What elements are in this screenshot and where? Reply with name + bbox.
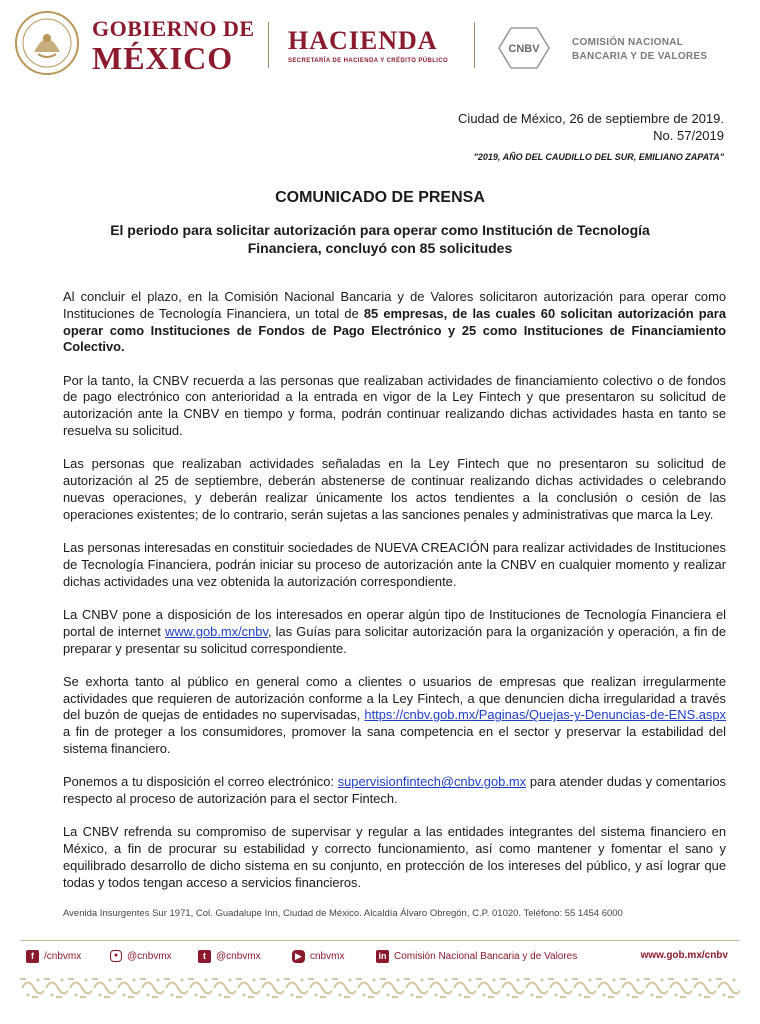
cnbv-website-link[interactable]: www.gob.mx/cnbv	[165, 623, 268, 639]
cnbv-logo-text: CNBV	[508, 43, 540, 55]
social-twitter[interactable]	[198, 950, 261, 963]
decorative-pattern	[20, 975, 740, 1001]
paragraph-5-text-end: , las Guías para solicitar autorización para la organización y operación, a fin de preparar y presentar su solicitud correspondiente.	[63, 623, 726, 656]
facebook-icon: f	[26, 950, 39, 963]
email-link[interactable]: supervisionfintech@cnbv.gob.mx	[337, 774, 527, 790]
paragraph-6-text-end: a fin de proteger a los consumidores, promover la sana competencia en el sector y preservar la estabilidad del sistema financiero.	[63, 724, 726, 757]
footer-website-link[interactable]: www.gob.mx/cnbv	[640, 950, 728, 961]
paragraph-1-bold: 85 empresas, de las cuales 60 solicitan autorización para operar como Instituciones de Fondos de Pago Electrónico y 25 como Instituciones de Financiamiento Colectivo.	[63, 305, 726, 355]
complaints-link[interactable]: https://cnbv.gob.mx/Paginas/Quejas-y-Denuncias-de-ENS.aspx	[364, 707, 726, 723]
cnbv-logo-icon	[498, 26, 550, 70]
footer-divider	[20, 940, 740, 941]
hacienda-title: HACIENDA	[288, 26, 438, 55]
paragraph-6	[63, 674, 726, 758]
gob-line1: GOBIERNO DE	[92, 16, 255, 41]
instagram-icon: ●	[110, 950, 122, 962]
gob-line2: MÉXICO	[92, 40, 234, 76]
social-linkedin[interactable]	[376, 950, 577, 963]
cnbv-name-line1: COMISIÓN NACIONAL	[572, 37, 684, 48]
national-seal-icon	[14, 10, 80, 76]
document-title: COMUNICADO DE PRENSA	[275, 189, 485, 206]
paragraph-7-text: Ponemos a tu disposición el correo electrónico:	[63, 774, 338, 790]
social-instagram[interactable]	[110, 950, 172, 962]
cnbv-name-line2: BANCARIA Y DE VALORES	[572, 51, 708, 62]
youtube-handle: cnbvmx	[310, 951, 345, 962]
date-line: Ciudad de México, 26 de septiembre de 2019.	[458, 111, 724, 126]
paragraph-5-text: La CNBV pone a disposición de los interesados en operar algún tipo de Instituciones de Tecnología Financiera el portal de internet	[63, 606, 726, 639]
paragraph-1-text: Al concluir el plazo, en la Comisión Nacional Bancaria y de Valores solicitaron autorización para operar como Instituciones de Tecnología Financiera, un total de	[63, 289, 726, 321]
gobierno-de-mexico-logo	[92, 18, 255, 74]
paragraph-8: La CNBV refrenda su compromiso de supervisar y regular a las entidades integrantes del sistema financiero en México, a fin de procurar su estabilidad y correcto funcionamiento, así como mantener y fomentar el sano y equilibrado desarrollo de dicho sistema en su conjunto, en protección de los intereses del público, y así lograr que todas y todos tengan acceso a servicios financieros.	[63, 824, 726, 890]
hacienda-logo	[288, 28, 448, 64]
header-divider	[268, 22, 269, 68]
letterhead	[0, 0, 760, 90]
instagram-handle: @cnbvmx	[127, 950, 172, 962]
document-subtitle: El periodo para solicitar autorización para operar como Institución de Tecnología Financiera, concluyó con 85 solicitudes	[110, 222, 650, 256]
social-facebook[interactable]	[26, 950, 81, 963]
press-release-meta	[458, 110, 724, 144]
linkedin-handle: Comisión Nacional Bancaria y de Valores	[394, 951, 578, 962]
paragraph-3: Las personas que realizaban actividades señaladas en la Ley Fintech que no presentaron su solicitud de autorización al 25 de septiembre, deberán abstenerse de continuar realizando dichas actividades o celebrando nuevas operaciones, y deberán realizar únicamente los actos tendientes a la conclusión o cesión de las operaciones existentes; de lo contrario, serán sujetas a las sanciones penales y administrativas que marca la Ley.	[63, 456, 726, 522]
twitter-icon: t	[198, 950, 211, 963]
header-divider	[474, 22, 475, 68]
linkedin-icon: in	[376, 950, 389, 963]
paragraph-7	[63, 774, 726, 808]
paragraph-4: Las personas interesadas en constituir sociedades de NUEVA CREACIÓN para realizar actividades de Instituciones de Tecnología Financiera, podrán iniciar su proceso de autorización ante la CNBV en cualquier momento y realizar dichas actividades una vez obtenida la autorización correspondiente.	[63, 540, 726, 589]
cnbv-name	[572, 36, 707, 64]
footer-address: Avenida Insurgentes Sur 1971, Col. Guadalupe Inn, Ciudad de México. Alcaldía Álvaro Obregón, C.P. 01020. Teléfono: 55 1454 6000	[63, 908, 623, 919]
social-youtube[interactable]	[292, 950, 344, 963]
paragraph-6-text: Se exhorta tanto al público en general como a clientes o usuarios de empresas que realizan irregularmente actividades que requieren de autorización conforme a la Ley Fintech, a que denuncien dicha irregularidad a través del buzón de quejas de entidades no supervisadas,	[63, 673, 726, 723]
twitter-handle: @cnbvmx	[216, 951, 261, 962]
paragraph-5	[63, 607, 726, 657]
facebook-handle: /cnbvmx	[44, 951, 82, 962]
paragraph-7-text-end: para atender dudas y comentarios respecto al proceso de autorización para el sector Fintech.	[63, 774, 726, 807]
hacienda-subtitle: SECRETARÍA DE HACIENDA Y CRÉDITO PÚBLICO	[288, 58, 449, 64]
paragraph-2: Por la tanto, la CNBV recuerda a las personas que realizaban actividades de financiamiento colectivo o de fondos de pago electrónico con anterioridad a la entrada en vigor de la Ley Fintech y que presentaron su solicitud de autorización ante la CNBV en tiempo y forma, podrán continuar realizando dichas actividades hasta en tanto se resuelva su solicitud.	[63, 372, 726, 439]
release-number: No. 57/2019	[653, 128, 724, 143]
year-motto: "2019, AÑO DEL CAUDILLO DEL SUR, EMILIANO ZAPATA"	[473, 152, 724, 162]
paragraph-1	[63, 289, 726, 356]
youtube-icon: ▶	[292, 950, 305, 963]
press-release-body	[63, 289, 726, 908]
social-bar	[20, 950, 730, 966]
